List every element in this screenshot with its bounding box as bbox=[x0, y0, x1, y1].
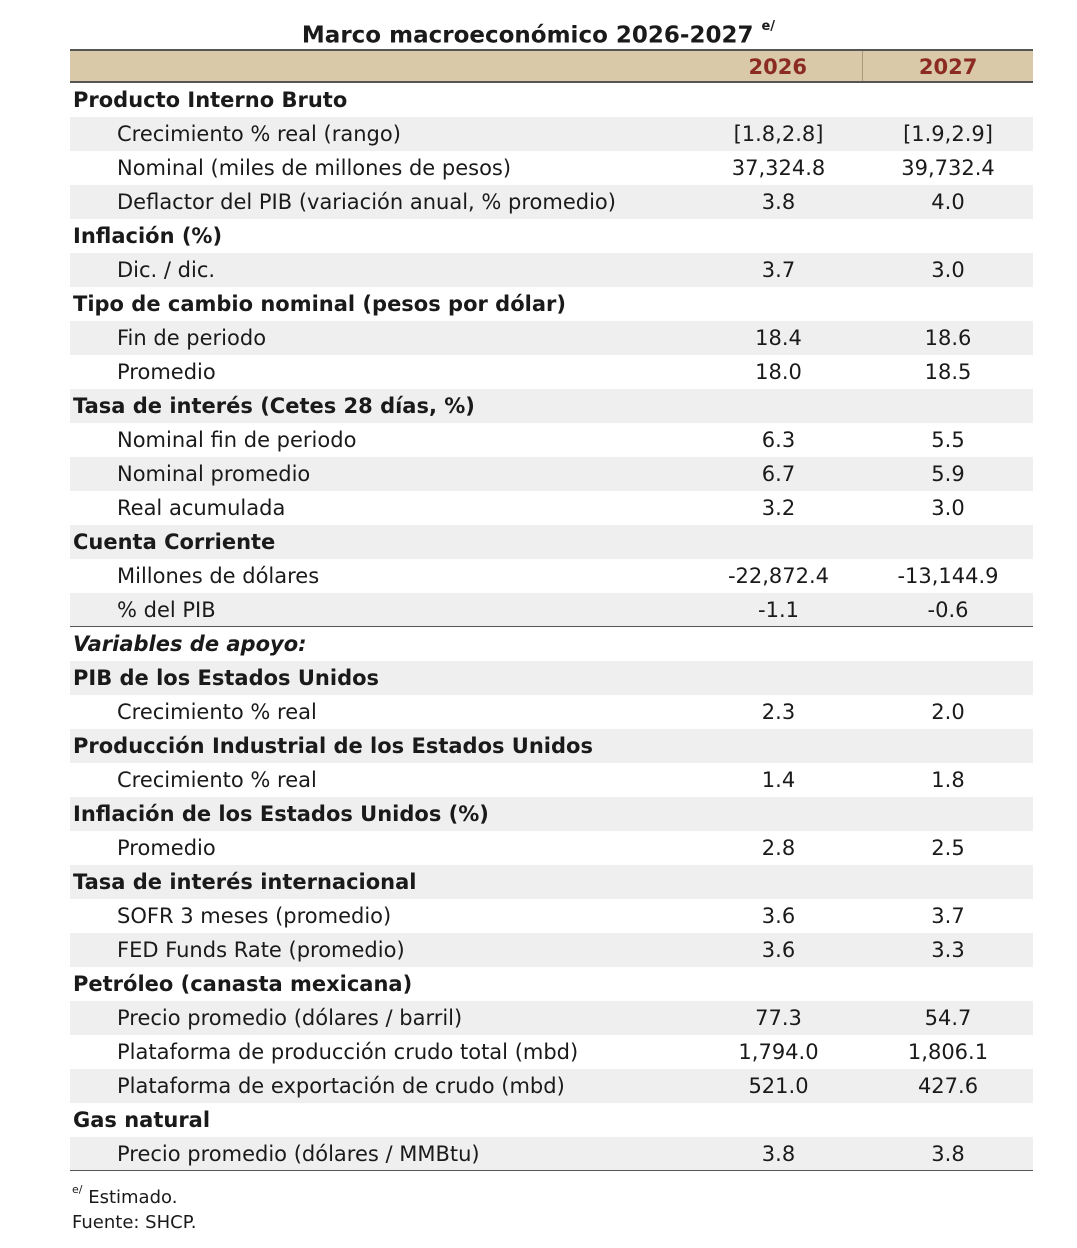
row-label: Dic. / dic. bbox=[117, 258, 216, 282]
table-row bbox=[70, 559, 1033, 593]
value-2027: 5.9 bbox=[931, 462, 965, 486]
table-row bbox=[70, 763, 1033, 797]
row-label: Promedio bbox=[117, 836, 216, 860]
table-row bbox=[70, 831, 1033, 865]
table-body bbox=[70, 83, 1033, 1171]
section-row bbox=[70, 865, 1033, 899]
table-row bbox=[70, 117, 1033, 151]
row-label: FED Funds Rate (promedio) bbox=[117, 938, 405, 962]
section-row bbox=[70, 967, 1033, 1001]
value-2026: 521.0 bbox=[748, 1074, 809, 1098]
row-label: Plataforma de exportación de crudo (mbd) bbox=[117, 1074, 565, 1098]
row-label: Precio promedio (dólares / barril) bbox=[117, 1006, 463, 1030]
source-note: Fuente: SHCP. bbox=[72, 1212, 197, 1233]
value-2026: 1,794.0 bbox=[738, 1040, 819, 1064]
section-row bbox=[70, 661, 1033, 695]
estimate-note bbox=[72, 1180, 196, 1210]
value-2026: 6.7 bbox=[761, 462, 796, 486]
row-label: % del PIB bbox=[117, 597, 216, 622]
macro-table bbox=[70, 49, 1033, 1171]
table-row bbox=[70, 1137, 1033, 1171]
value-2027: 39,732.4 bbox=[901, 156, 995, 180]
row-label: Inflación de los Estados Unidos (%) bbox=[73, 802, 489, 826]
row-label: SOFR 3 meses (promedio) bbox=[117, 904, 392, 928]
value-2027: [1.9,2.9] bbox=[903, 122, 993, 146]
section-row bbox=[70, 83, 1033, 117]
row-label: Producción Industrial de los Estados Unidos bbox=[73, 734, 593, 758]
value-2027: 1.8 bbox=[931, 768, 965, 792]
header-year-2027: 2027 bbox=[862, 51, 1033, 81]
footnotes bbox=[72, 1180, 196, 1235]
value-2027: -0.6 bbox=[927, 597, 969, 622]
value-2027: 5.5 bbox=[931, 428, 965, 452]
value-2026: 77.3 bbox=[755, 1006, 802, 1030]
section-row bbox=[70, 219, 1033, 253]
value-2026: 3.7 bbox=[761, 258, 796, 282]
row-label: Crecimiento % real bbox=[117, 700, 317, 724]
table-row bbox=[70, 1001, 1033, 1035]
value-2027: -13,144.9 bbox=[897, 564, 999, 588]
title-text: Marco macroeconómico 2026-2027 bbox=[301, 22, 754, 49]
table-header bbox=[70, 49, 1033, 83]
row-label: Tasa de interés internacional bbox=[73, 870, 417, 894]
value-2026: 3.6 bbox=[761, 904, 796, 928]
title-estimate-mark: e/ bbox=[761, 19, 776, 34]
row-label: Precio promedio (dólares / MMBtu) bbox=[117, 1141, 480, 1166]
value-2027: 18.6 bbox=[924, 326, 972, 350]
value-2026: 3.6 bbox=[761, 938, 796, 962]
estimate-note-text: Estimado. bbox=[82, 1187, 178, 1208]
table-row bbox=[70, 695, 1033, 729]
table-row bbox=[70, 899, 1033, 933]
table-row bbox=[70, 457, 1033, 491]
table-row bbox=[70, 593, 1033, 627]
value-2026: 6.3 bbox=[761, 428, 796, 452]
section-row bbox=[70, 627, 1033, 661]
value-2026: -1.1 bbox=[758, 597, 799, 622]
row-label: Fin de periodo bbox=[117, 326, 267, 350]
table-row bbox=[70, 151, 1033, 185]
table-row bbox=[70, 185, 1033, 219]
row-label: Crecimiento % real (rango) bbox=[117, 122, 401, 146]
value-2027: 2.0 bbox=[931, 700, 965, 724]
section-row bbox=[70, 287, 1033, 321]
row-label: Plataforma de producción crudo total (mbd) bbox=[117, 1040, 579, 1064]
row-label: Petróleo (canasta mexicana) bbox=[73, 972, 413, 996]
header-label-spacer bbox=[70, 51, 693, 81]
value-2027: 1,806.1 bbox=[907, 1040, 989, 1064]
value-2026: 18.4 bbox=[755, 326, 802, 350]
value-2027: 3.0 bbox=[931, 496, 965, 520]
table-row bbox=[70, 355, 1033, 389]
value-2027: 18.5 bbox=[924, 360, 972, 384]
row-label: Promedio bbox=[117, 360, 216, 384]
section-row bbox=[70, 389, 1033, 423]
section-row bbox=[70, 797, 1033, 831]
value-2026: 3.8 bbox=[761, 190, 796, 214]
value-2027: 3.8 bbox=[931, 1141, 965, 1166]
table-row bbox=[70, 491, 1033, 525]
table-row bbox=[70, 1069, 1033, 1103]
table-row bbox=[70, 253, 1033, 287]
row-label: Real acumulada bbox=[117, 496, 286, 520]
value-2026: 18.0 bbox=[755, 360, 802, 384]
value-2026: -22,872.4 bbox=[727, 564, 830, 588]
row-label: PIB de los Estados Unidos bbox=[73, 666, 380, 690]
value-2027: 427.6 bbox=[917, 1074, 979, 1098]
row-label: Cuenta Corriente bbox=[73, 530, 276, 554]
section-row bbox=[70, 525, 1033, 559]
row-label: Nominal fin de periodo bbox=[117, 428, 357, 452]
value-2026: 3.8 bbox=[761, 1141, 796, 1166]
row-label: Nominal promedio bbox=[117, 462, 311, 486]
header-year-2026: 2026 bbox=[748, 55, 807, 79]
value-2026: 37,324.8 bbox=[731, 156, 826, 180]
row-label: Tipo de cambio nominal (pesos por dólar) bbox=[73, 292, 566, 316]
row-label: Gas natural bbox=[73, 1108, 211, 1132]
value-2027: 3.0 bbox=[931, 258, 965, 282]
value-2026: 3.2 bbox=[761, 496, 796, 520]
value-2027: 2.5 bbox=[931, 836, 965, 860]
value-2026: [1.8,2.8] bbox=[733, 122, 824, 146]
value-2027: 4.0 bbox=[931, 190, 965, 214]
row-label: Nominal (miles de millones de pesos) bbox=[117, 156, 512, 180]
value-2026: 2.3 bbox=[761, 700, 796, 724]
estimate-note-mark: e/ bbox=[72, 1183, 83, 1196]
table-title bbox=[0, 14, 1077, 53]
section-row bbox=[70, 1103, 1033, 1137]
table-row bbox=[70, 933, 1033, 967]
value-2027: 3.3 bbox=[931, 938, 965, 962]
table-row bbox=[70, 1035, 1033, 1069]
table-row bbox=[70, 321, 1033, 355]
row-label: Tasa de interés (Cetes 28 días, %) bbox=[73, 394, 475, 418]
row-label: Variables de apoyo: bbox=[73, 632, 307, 656]
value-2027: 54.7 bbox=[924, 1006, 972, 1030]
row-label: Producto Interno Bruto bbox=[73, 88, 348, 112]
row-label: Deflactor del PIB (variación anual, % promedio) bbox=[117, 190, 616, 214]
section-row bbox=[70, 729, 1033, 763]
value-2026: 2.8 bbox=[761, 836, 796, 860]
value-2027: 3.7 bbox=[931, 904, 965, 928]
table-row bbox=[70, 423, 1033, 457]
row-label: Millones de dólares bbox=[117, 564, 320, 588]
value-2026: 1.4 bbox=[761, 768, 796, 792]
row-label: Inflación (%) bbox=[73, 224, 223, 248]
row-label: Crecimiento % real bbox=[117, 768, 317, 792]
